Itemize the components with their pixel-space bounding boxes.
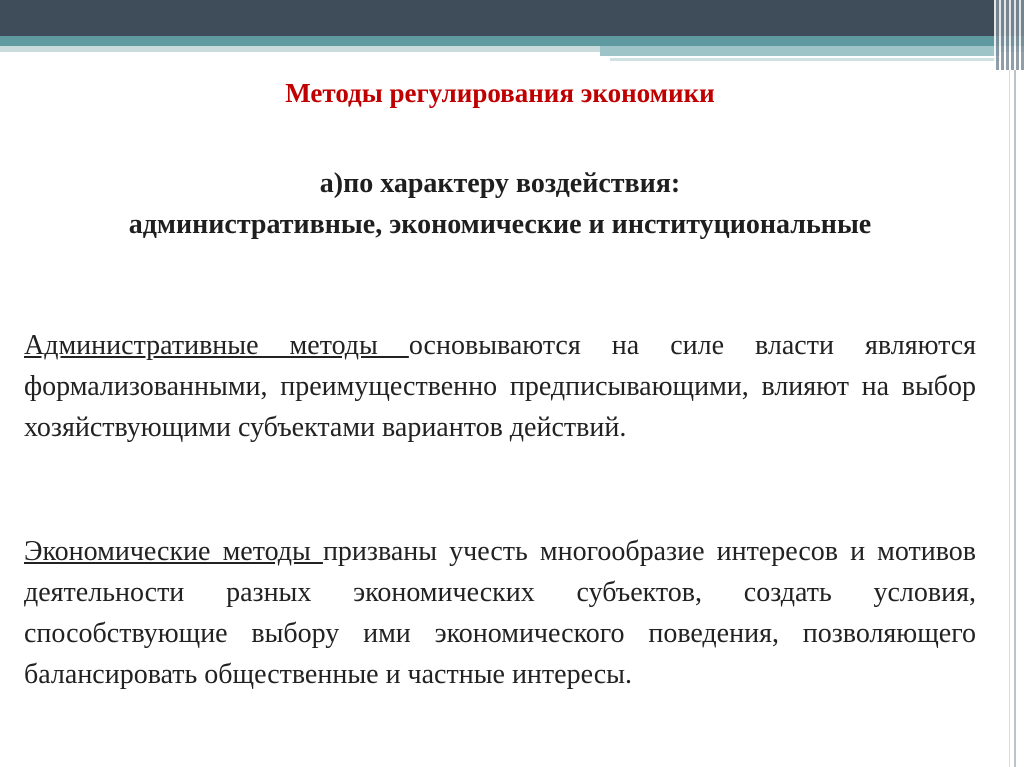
right-edge-line xyxy=(1014,70,1016,767)
header-bar-teal xyxy=(0,36,1024,46)
corner-stripes xyxy=(994,0,1024,70)
paragraph-economic-text: призваны учесть многообразие интересов и мотивов деятельности разных экономических субъектов, создать условия, способствующие выбору ими экономического поведения, позволяющего балансировать общественные и частные интересы. xyxy=(24,536,976,690)
paragraph-administrative-methods xyxy=(24,325,976,448)
term-economic-methods: Экономические методы xyxy=(24,536,323,567)
term-administrative-methods: Административные методы xyxy=(24,330,409,361)
right-edge-line-thin xyxy=(1009,70,1010,767)
header-accent-line xyxy=(610,58,1000,61)
paragraph-economic-methods xyxy=(24,531,976,695)
subtitle-line-2: административные, экономические и институциональные xyxy=(128,209,872,240)
header-bar-dark xyxy=(0,0,1024,36)
header-accent-bar xyxy=(600,46,1000,56)
paragraph-administrative-text: основываются на силе власти являются формализованными, преимущественно предписывающими, влияют на выбор хозяйствующими субъектами вариантов действий. xyxy=(24,330,977,443)
slide-subtitle xyxy=(100,163,900,245)
subtitle-line-1: а)по характеру воздействия: xyxy=(319,168,681,199)
slide-title: Методы регулирования экономики xyxy=(285,78,715,108)
